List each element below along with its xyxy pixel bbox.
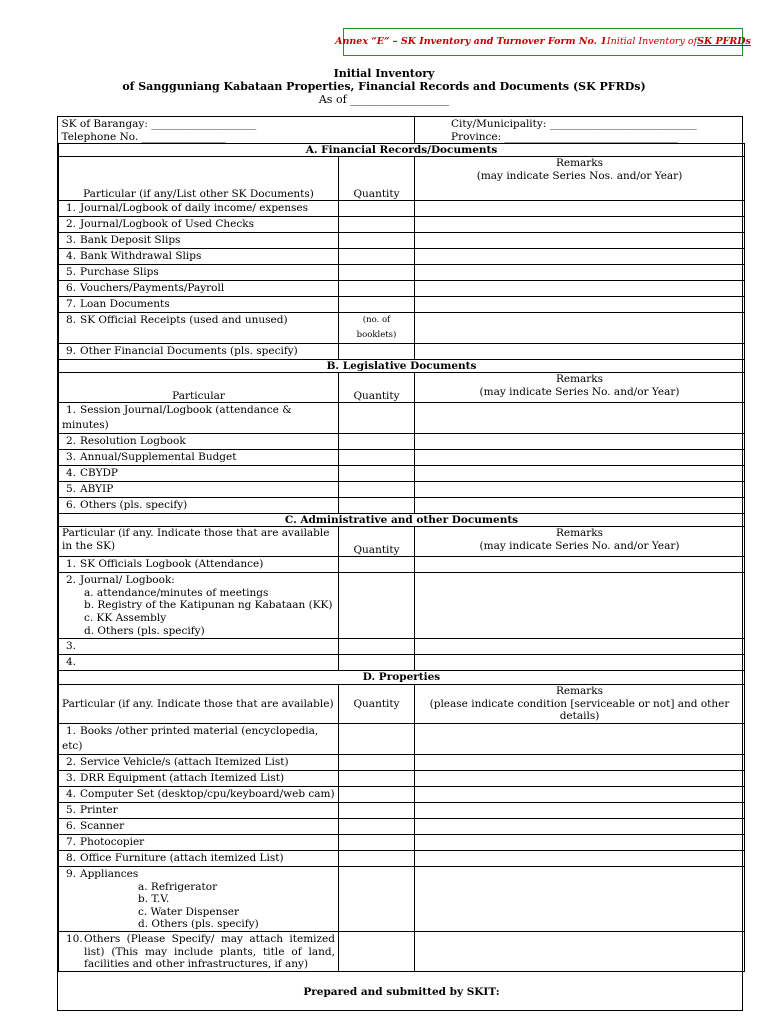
city-field[interactable]: City/Municipality: ____________________________ bbox=[451, 118, 697, 130]
annex-label-box bbox=[335, 28, 751, 56]
row-label: Others (pls. specify) bbox=[80, 499, 188, 512]
remarks-cell[interactable] bbox=[415, 450, 745, 466]
section-b-col-remarks: Remarks (may indicate Series No. and/or Year) bbox=[415, 373, 745, 403]
table-row: 8. Office Furniture (attach itemized List) bbox=[59, 850, 745, 866]
row-label: Printer bbox=[80, 803, 118, 816]
table-row: 5. Printer bbox=[59, 802, 745, 818]
section-c-col-remarks: Remarks (may indicate Series No. and/or Year) bbox=[415, 527, 745, 557]
header-right bbox=[415, 117, 745, 144]
section-a-col-quantity: Quantity bbox=[339, 157, 415, 201]
section-b-col-particular: Particular bbox=[59, 373, 339, 403]
sub-item: a. Refrigerator bbox=[138, 880, 218, 893]
table-row: 7. Loan Documents bbox=[59, 297, 745, 313]
row-label: Bank Withdrawal Slips bbox=[80, 250, 202, 263]
remarks-cell[interactable] bbox=[415, 639, 745, 655]
sub-item: d. Others (pls. specify) bbox=[84, 624, 205, 637]
header-left bbox=[59, 117, 415, 144]
remarks-cell[interactable] bbox=[415, 866, 745, 931]
table-row: 3. DRR Equipment (attach Itemized List) bbox=[59, 770, 745, 786]
table-row: 5. ABYIP bbox=[59, 482, 745, 498]
row-label: Loan Documents bbox=[80, 298, 170, 311]
remarks-cell[interactable] bbox=[415, 265, 745, 281]
row-label: CBYDP bbox=[80, 467, 118, 480]
quantity-cell[interactable] bbox=[339, 265, 415, 281]
table-row: 5. Purchase Slips bbox=[59, 265, 745, 281]
barangay-field[interactable]: SK of Barangay: ____________________ bbox=[61, 118, 257, 130]
row-label: Computer Set (desktop/cpu/keyboard/web cam) bbox=[80, 787, 335, 800]
quantity-cell[interactable] bbox=[339, 344, 415, 360]
section-a-col-remarks: Remarks (may indicate Series Nos. and/or Year) bbox=[415, 157, 745, 201]
sub-item: b. Registry of the Katipunan ng Kabataan (KK) bbox=[84, 599, 333, 612]
table-row: 2. Resolution Logbook bbox=[59, 434, 745, 450]
table-row: 1. Session Journal/Logbook (attendance & minutes) bbox=[59, 403, 745, 434]
table-row: 6. Vouchers/Payments/Payroll bbox=[59, 281, 745, 297]
telephone-field[interactable]: Telephone No. ________________ bbox=[61, 130, 226, 143]
sub-item: b. T.V. bbox=[138, 893, 170, 906]
row-label: Journal/ Logbook: bbox=[80, 574, 175, 587]
table-row: 2. Journal/ Logbook: a. attendance/minutes of meetings b. Registry of the Katipunan ng Kabataan (KK) c. KK Assembly d. Others (pls. specify) bbox=[59, 573, 745, 639]
remarks-cell[interactable] bbox=[415, 482, 745, 498]
row-label: Annual/Supplemental Budget bbox=[80, 451, 237, 464]
quantity-cell[interactable] bbox=[339, 723, 415, 754]
title-line-1: Initial Inventory bbox=[333, 67, 435, 80]
remarks-cell[interactable] bbox=[415, 723, 745, 754]
row-label: SK Officials Logbook (Attendance) bbox=[80, 558, 264, 571]
quantity-cell[interactable] bbox=[339, 313, 415, 344]
section-d-col-particular: Particular (if any. Indicate those that are available) bbox=[59, 685, 339, 724]
sub-item: d. Others (pls. specify) bbox=[138, 918, 259, 931]
quantity-cell[interactable] bbox=[339, 233, 415, 249]
remarks-cell[interactable] bbox=[415, 786, 745, 802]
section-d-title: D. Properties bbox=[59, 671, 745, 685]
quantity-cell[interactable] bbox=[339, 450, 415, 466]
remarks-cell[interactable] bbox=[415, 249, 745, 265]
quantity-cell[interactable] bbox=[339, 834, 415, 850]
section-a-rows bbox=[59, 201, 745, 360]
table-row: 4. bbox=[59, 655, 745, 671]
remarks-cell[interactable] bbox=[415, 498, 745, 514]
remarks-cell[interactable] bbox=[415, 403, 745, 434]
table-row: 4. CBYDP bbox=[59, 466, 745, 482]
table-row: 4. Computer Set (desktop/cpu/keyboard/web cam) bbox=[59, 786, 745, 802]
table-row: 1. SK Officials Logbook (Attendance) bbox=[59, 557, 745, 573]
row-label: Scanner bbox=[80, 819, 125, 832]
section-d-rows bbox=[59, 723, 745, 866]
quantity-cell[interactable] bbox=[339, 754, 415, 770]
quantity-cell[interactable] bbox=[339, 201, 415, 217]
section-d-col-quantity: Quantity bbox=[339, 685, 415, 724]
remarks-cell[interactable] bbox=[415, 834, 745, 850]
sub-item: c. Water Dispenser bbox=[138, 905, 239, 918]
quantity-cell[interactable] bbox=[339, 850, 415, 866]
remarks-cell[interactable] bbox=[415, 201, 745, 217]
table-row: 7. Photocopier bbox=[59, 834, 745, 850]
quantity-cell[interactable] bbox=[339, 281, 415, 297]
row-label: Journal/Logbook of Used Checks bbox=[80, 218, 255, 231]
quantity-cell[interactable] bbox=[339, 818, 415, 834]
remarks-cell[interactable] bbox=[415, 434, 745, 450]
section-d-col-remarks: Remarks (please indicate condition [serviceable or not] and other details) bbox=[415, 685, 745, 724]
remarks-cell[interactable] bbox=[415, 557, 745, 573]
remarks-cell[interactable] bbox=[415, 217, 745, 233]
remarks-cell[interactable] bbox=[415, 818, 745, 834]
table-row: 1. Journal/Logbook of daily income/ expenses bbox=[59, 201, 745, 217]
annex-middle: Initial Inventory of bbox=[606, 36, 698, 48]
row-label: ABYIP bbox=[80, 483, 114, 496]
quantity-cell[interactable] bbox=[339, 466, 415, 482]
table-row: 8. SK Official Receipts (used and unused) (no. of booklets) bbox=[59, 313, 745, 344]
quantity-cell[interactable] bbox=[339, 866, 415, 931]
sub-item: a. attendance/minutes of meetings bbox=[84, 586, 269, 599]
remarks-cell[interactable] bbox=[415, 573, 745, 639]
quantity-cell[interactable] bbox=[339, 482, 415, 498]
table-row: 6. Scanner bbox=[59, 818, 745, 834]
quantity-cell[interactable] bbox=[339, 786, 415, 802]
remarks-cell[interactable] bbox=[415, 754, 745, 770]
row-label: Service Vehicle/s (attach Itemized List) bbox=[80, 755, 289, 768]
row-label: Others (Please Specify/ may attach itemized list) (This may include plants, title of land, facilities and other infrastructures, if any) bbox=[84, 932, 335, 971]
section-c-col-quantity: Quantity bbox=[339, 527, 415, 557]
row-label: Office Furniture (attach itemized List) bbox=[80, 851, 284, 864]
title-as-of: As of __________________ bbox=[318, 93, 450, 107]
row-label: Other Financial Documents (pls. specify) bbox=[80, 345, 298, 358]
remarks-cell[interactable] bbox=[415, 466, 745, 482]
table-row: 3. bbox=[59, 639, 745, 655]
quantity-cell[interactable] bbox=[339, 498, 415, 514]
remarks-cell[interactable] bbox=[415, 770, 745, 786]
row-label: Journal/Logbook of daily income/ expenses bbox=[80, 202, 309, 215]
row-label: DRR Equipment (attach Itemized List) bbox=[80, 771, 285, 784]
signature-area bbox=[59, 971, 745, 1024]
section-b-rows bbox=[59, 403, 745, 514]
row-label: Bank Deposit Slips bbox=[80, 234, 181, 247]
sub-item: c. KK Assembly bbox=[84, 611, 167, 624]
remarks-cell[interactable] bbox=[415, 802, 745, 818]
form-table bbox=[58, 117, 745, 1024]
remarks-cell[interactable] bbox=[415, 344, 745, 360]
section-c-col-particular: Particular (if any. Indicate those that are available in the SK) bbox=[59, 527, 339, 557]
table-row: 3. Annual/Supplemental Budget bbox=[59, 450, 745, 466]
section-b-title: B. Legislative Documents bbox=[59, 360, 745, 373]
inventory-form bbox=[57, 116, 743, 1011]
section-c-title: C. Administrative and other Documents bbox=[59, 514, 745, 527]
remarks-cell[interactable] bbox=[415, 655, 745, 671]
remarks-cell[interactable] bbox=[415, 297, 745, 313]
form-title bbox=[0, 67, 768, 107]
section-b-col-quantity: Quantity bbox=[339, 373, 415, 403]
quantity-cell[interactable] bbox=[339, 573, 415, 639]
table-row: 6. Others (pls. specify) bbox=[59, 498, 745, 514]
row-label: Vouchers/Payments/Payroll bbox=[80, 282, 225, 295]
table-row: 1. Books /other printed material (encyclopedia, etc) bbox=[59, 723, 745, 754]
quantity-cell[interactable] bbox=[339, 403, 415, 434]
table-row: 4. Bank Withdrawal Slips bbox=[59, 249, 745, 265]
remarks-cell[interactable] bbox=[415, 931, 745, 971]
section-a-col-particular: Particular (if any/List other SK Documents) bbox=[59, 157, 339, 201]
row-label: Photocopier bbox=[80, 835, 145, 848]
row-label: Purchase Slips bbox=[80, 266, 159, 279]
quantity-cell[interactable] bbox=[339, 802, 415, 818]
remarks-cell[interactable] bbox=[415, 281, 745, 297]
quantity-cell[interactable] bbox=[339, 770, 415, 786]
quantity-cell[interactable] bbox=[339, 434, 415, 450]
table-row: 10. Others (Please Specify/ may attach itemized list) (This may include plants, title of land, facilities and other infrastructures, if any) bbox=[59, 931, 745, 971]
title-line-2: of Sangguniang Kabataan Properties, Financial Records and Documents (SK PFRDs) bbox=[122, 80, 646, 94]
section-a-title: A. Financial Records/Documents bbox=[59, 144, 745, 157]
row-label: SK Official Receipts (used and unused) bbox=[80, 314, 288, 327]
annex-suffix: SK PFRDs bbox=[697, 36, 751, 48]
quantity-cell[interactable] bbox=[339, 297, 415, 313]
annex-prefix: Annex “E” – SK Inventory and Turnover Form No. 1 bbox=[335, 36, 607, 48]
row-label: Appliances bbox=[80, 867, 139, 880]
remarks-cell[interactable] bbox=[415, 233, 745, 249]
row-label: Books /other printed material (encyclopedia, etc) bbox=[62, 724, 319, 752]
table-row: 9. Other Financial Documents (pls. specify) bbox=[59, 344, 745, 360]
quantity-cell[interactable] bbox=[339, 249, 415, 265]
quantity-cell[interactable] bbox=[339, 931, 415, 971]
table-row: 2. Service Vehicle/s (attach Itemized List) bbox=[59, 754, 745, 770]
remarks-cell[interactable] bbox=[415, 313, 745, 344]
table-row: 9. Appliances a. Refrigerator b. T.V. c. Water Dispenser d. Others (pls. specify) bbox=[59, 866, 745, 931]
table-row: 2. Journal/Logbook of Used Checks bbox=[59, 217, 745, 233]
prepared-by-label: Prepared and submitted by SKIT: bbox=[303, 985, 500, 998]
quantity-hint: (no. of booklets) bbox=[356, 315, 397, 341]
quantity-cell[interactable] bbox=[339, 639, 415, 655]
quantity-cell[interactable] bbox=[339, 655, 415, 671]
quantity-cell[interactable] bbox=[339, 557, 415, 573]
province-field[interactable]: Province: _________________________________ bbox=[451, 130, 678, 143]
table-row: 3. Bank Deposit Slips bbox=[59, 233, 745, 249]
row-label: Resolution Logbook bbox=[80, 435, 186, 448]
quantity-cell[interactable] bbox=[339, 217, 415, 233]
row-label: Session Journal/Logbook (attendance & minutes) bbox=[62, 404, 292, 432]
remarks-cell[interactable] bbox=[415, 850, 745, 866]
